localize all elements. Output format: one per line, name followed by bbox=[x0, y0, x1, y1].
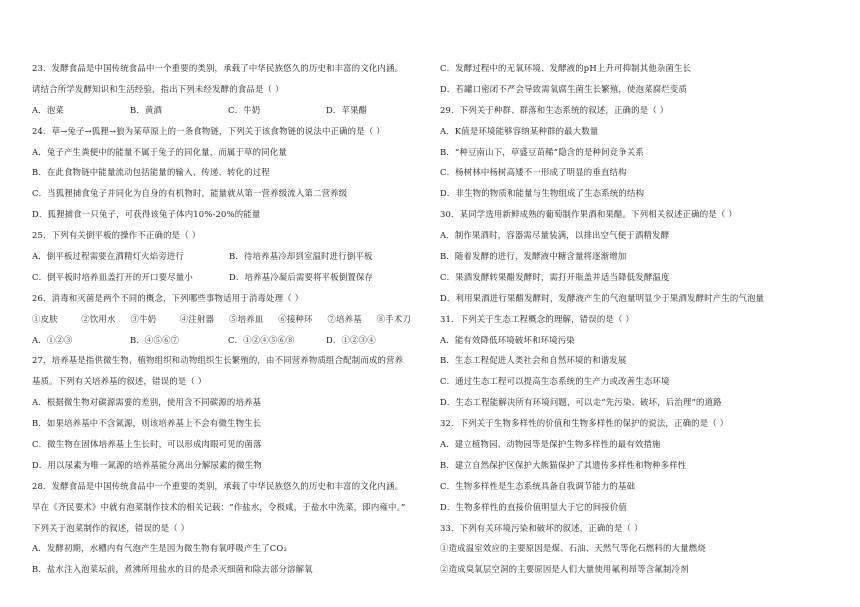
text-line: 33．下列有关环境污染和破坏的叙述，正确的是（ ） bbox=[440, 522, 643, 533]
option-item: A．泡菜 bbox=[32, 104, 64, 115]
text-line: C．通过生态工程可以提高生态系统的生产力或改善生态环境 bbox=[440, 376, 670, 387]
option-item: A．①②③ bbox=[32, 334, 73, 345]
text-line: B．“种豆南山下，草盛豆苗稀”隐含的是种间竞争关系 bbox=[440, 146, 644, 157]
option-item: C．牛奶 bbox=[228, 104, 261, 115]
text-line: C．杨树林中杨树高矮不一形成了明显的垂直结构 bbox=[440, 167, 627, 178]
text-line: A．根据微生物对碳源需要的差别，使用含不同碳源的培养基 bbox=[32, 397, 262, 408]
option-row bbox=[32, 330, 426, 351]
text-line: 早在《齐民要术》中就有泡菜制作技术的相关记载：“作盐水，令极咸，于盐水中洗菜，即内雍中。” bbox=[32, 501, 406, 512]
text-line: ①造成温室效应的主要原因是煤、石油、天然气等化石燃料的大量燃烧 bbox=[440, 543, 706, 554]
option-item: B．黄酒 bbox=[130, 104, 163, 115]
text-line: 30．某同学选用新鲜成熟的葡萄制作果酒和果醋。下列相关叙述正确的是（ ） bbox=[440, 209, 737, 220]
option-item: D．苹果醋 bbox=[326, 104, 368, 115]
text-line: C．生物多样性是生态系统具备自我调节能力的基础 bbox=[440, 480, 636, 491]
text-line: 26．消毒和灭菌是两个不同的概念，下列哪些事物适用于消毒处理（ ） bbox=[32, 292, 304, 303]
option-item: ③牛奶 bbox=[130, 313, 157, 324]
text-line: 32．下列关于生物多样性的价值和生物多样性的保护的说法，正确的是（ ） bbox=[440, 418, 729, 429]
option-row bbox=[32, 309, 426, 330]
text-line: A．建立植物园、动物园等是保护生物多样性的最有效措施 bbox=[440, 439, 661, 450]
text-line: B．如果培养基中不含氮源，则该培养基上不会有微生物生长 bbox=[32, 418, 262, 429]
text-line: C．当狐狸捕食兔子并同化为自身的有机物时，能量就从第一营养级流入第二营养级 bbox=[32, 188, 348, 199]
option-item: ④注射器 bbox=[179, 313, 215, 324]
text-line: 24．草→兔子→狐狸→狼为某草原上的一条食物链，下列关于该食物链的说法中正确的是（ ） bbox=[32, 125, 385, 136]
text-line: D．若罐口密闭不严会导致需氧腐生菌生长繁殖，使泡菜腐烂变质 bbox=[440, 83, 688, 94]
text-line: D．狐狸捕食一只兔子，可获得该兔子体内10%-20%的能量 bbox=[32, 209, 261, 220]
option-row bbox=[32, 246, 426, 267]
text-line: D．利用果酒进行果醋发酵时，发酵液产生的气泡量明显少于果酒发酵时产生的气泡量 bbox=[440, 292, 765, 303]
option-item: B．④⑤⑥⑦ bbox=[130, 334, 180, 345]
text-line: 25．下列有关倒平板的操作不正确的是（ ） bbox=[32, 230, 201, 241]
text-line: 28．发酵食品是中国传统食品中一个重要的类别，承载了中华民族悠久的历史和丰富的文化内涵。 bbox=[32, 480, 404, 491]
option-item: ⑦培养基 bbox=[327, 313, 362, 324]
text-line: C．发酵过程中的无氧环境、发酵液的pH上升可抑制其他杂菌生长 bbox=[440, 63, 692, 73]
text-line: D．非生物的物质和能量与生物组成了生态系统的结构 bbox=[440, 188, 645, 199]
option-item: D．①②③④ bbox=[326, 334, 376, 345]
text-line: 下列关于泡菜制作的叙述，错误的是（ ） bbox=[32, 522, 190, 533]
option-item: ②饮用水 bbox=[81, 313, 116, 324]
left-column bbox=[32, 58, 426, 580]
text-line: B．建立自然保护区保护大熊猫保护了其遗传多样性和物种多样性 bbox=[440, 459, 687, 470]
option-item: ⑤培养皿 bbox=[229, 313, 264, 324]
option-item: ①皮肤 bbox=[32, 313, 58, 324]
text-line: 31．下列关于生态工程概念的理解，错误的是（ ） bbox=[440, 313, 634, 324]
text-line: B．盐水注入泡菜坛前，煮沸所用盐水的目的是杀灭细菌和除去部分溶解氧 bbox=[32, 564, 313, 575]
option-item: ⑧手术刀 bbox=[376, 313, 412, 324]
text-line: C．果酒发酵转果醋发酵时，需打开瓶盖并适当降低发酵温度 bbox=[440, 271, 670, 282]
text-line: A．发酵初期，水槽内有气泡产生是因为微生物有氧呼吸产生了CO₂ bbox=[32, 543, 288, 554]
option-item: C．①②④⑤⑥⑧ bbox=[228, 334, 295, 345]
text-line: B．随着发酵的进行，发酵液中糖含量将逐渐增加 bbox=[440, 251, 627, 262]
text-line: 23．发酵食品是中国传统食品中一个重要的类别，承载了中华民族悠久的历史和丰富的文化内涵。 bbox=[32, 63, 404, 73]
text-line: 基质。下列有关培养基的叙述，错误的是（ ） bbox=[32, 376, 207, 387]
text-line: A．兔子产生粪便中的能量不属于兔子的同化量，而属于草的同化量 bbox=[32, 146, 287, 157]
text-line: B．生态工程促进人类社会和自然环境的和谐发展 bbox=[440, 355, 627, 366]
text-line: A．能有效降低环境破坏和环境污染 bbox=[440, 334, 575, 345]
text-line: 27．培养基是指供微生物、植物组织和动物组织生长繁殖的，由不同营养物质组合配制而成的营养 bbox=[32, 355, 404, 366]
text-line: ②造成臭氧层空洞的主要原因是人们大量使用氟利昂等含氟制冷剂 bbox=[440, 564, 689, 575]
option-row bbox=[32, 267, 426, 288]
text-line: 请结合所学发酵知识和生活经验，指出下列未经发酵的食品是（ ） bbox=[32, 83, 284, 94]
option-row bbox=[32, 100, 426, 121]
option-item: B．待培养基冷却到室温时进行倒平板 bbox=[229, 251, 373, 262]
option-item: ⑥接种环 bbox=[278, 313, 313, 324]
text-line: 29．下列关于种群、群落和生态系统的叙述，正确的是（ ） bbox=[440, 104, 669, 115]
text-line: D．用以尿素为唯一氮源的培养基能分离出分解尿素的微生物 bbox=[32, 459, 262, 470]
text-line: A．制作果酒时，容器需尽量装满，以排出空气便于酒精发酵 bbox=[440, 230, 670, 241]
right-column bbox=[440, 58, 840, 580]
text-line: A．K值是环境能够容纳某种群的最大数量 bbox=[440, 125, 599, 136]
text-line: C．微生物在固体培养基上生长时，可以形成肉眼可见的菌落 bbox=[32, 439, 262, 450]
text-line: B．在此食物链中能量流动包括能量的输入、传递、转化的过程 bbox=[32, 167, 270, 178]
text-line: D．生态工程能解决所有环境问题，可以走“先污染、破坏，后治理”的道路 bbox=[440, 397, 722, 408]
option-item: A．倒平板过程需要在酒精灯火焰旁进行 bbox=[32, 251, 185, 262]
text-line: D．生物多样性的直接价值明显大于它的间接价值 bbox=[440, 501, 627, 512]
option-item: D．培养基冷凝后需要将平板倒置保存 bbox=[229, 271, 374, 282]
option-item: C．倒平板时培养皿盖打开的开口要尽量小 bbox=[32, 271, 193, 282]
